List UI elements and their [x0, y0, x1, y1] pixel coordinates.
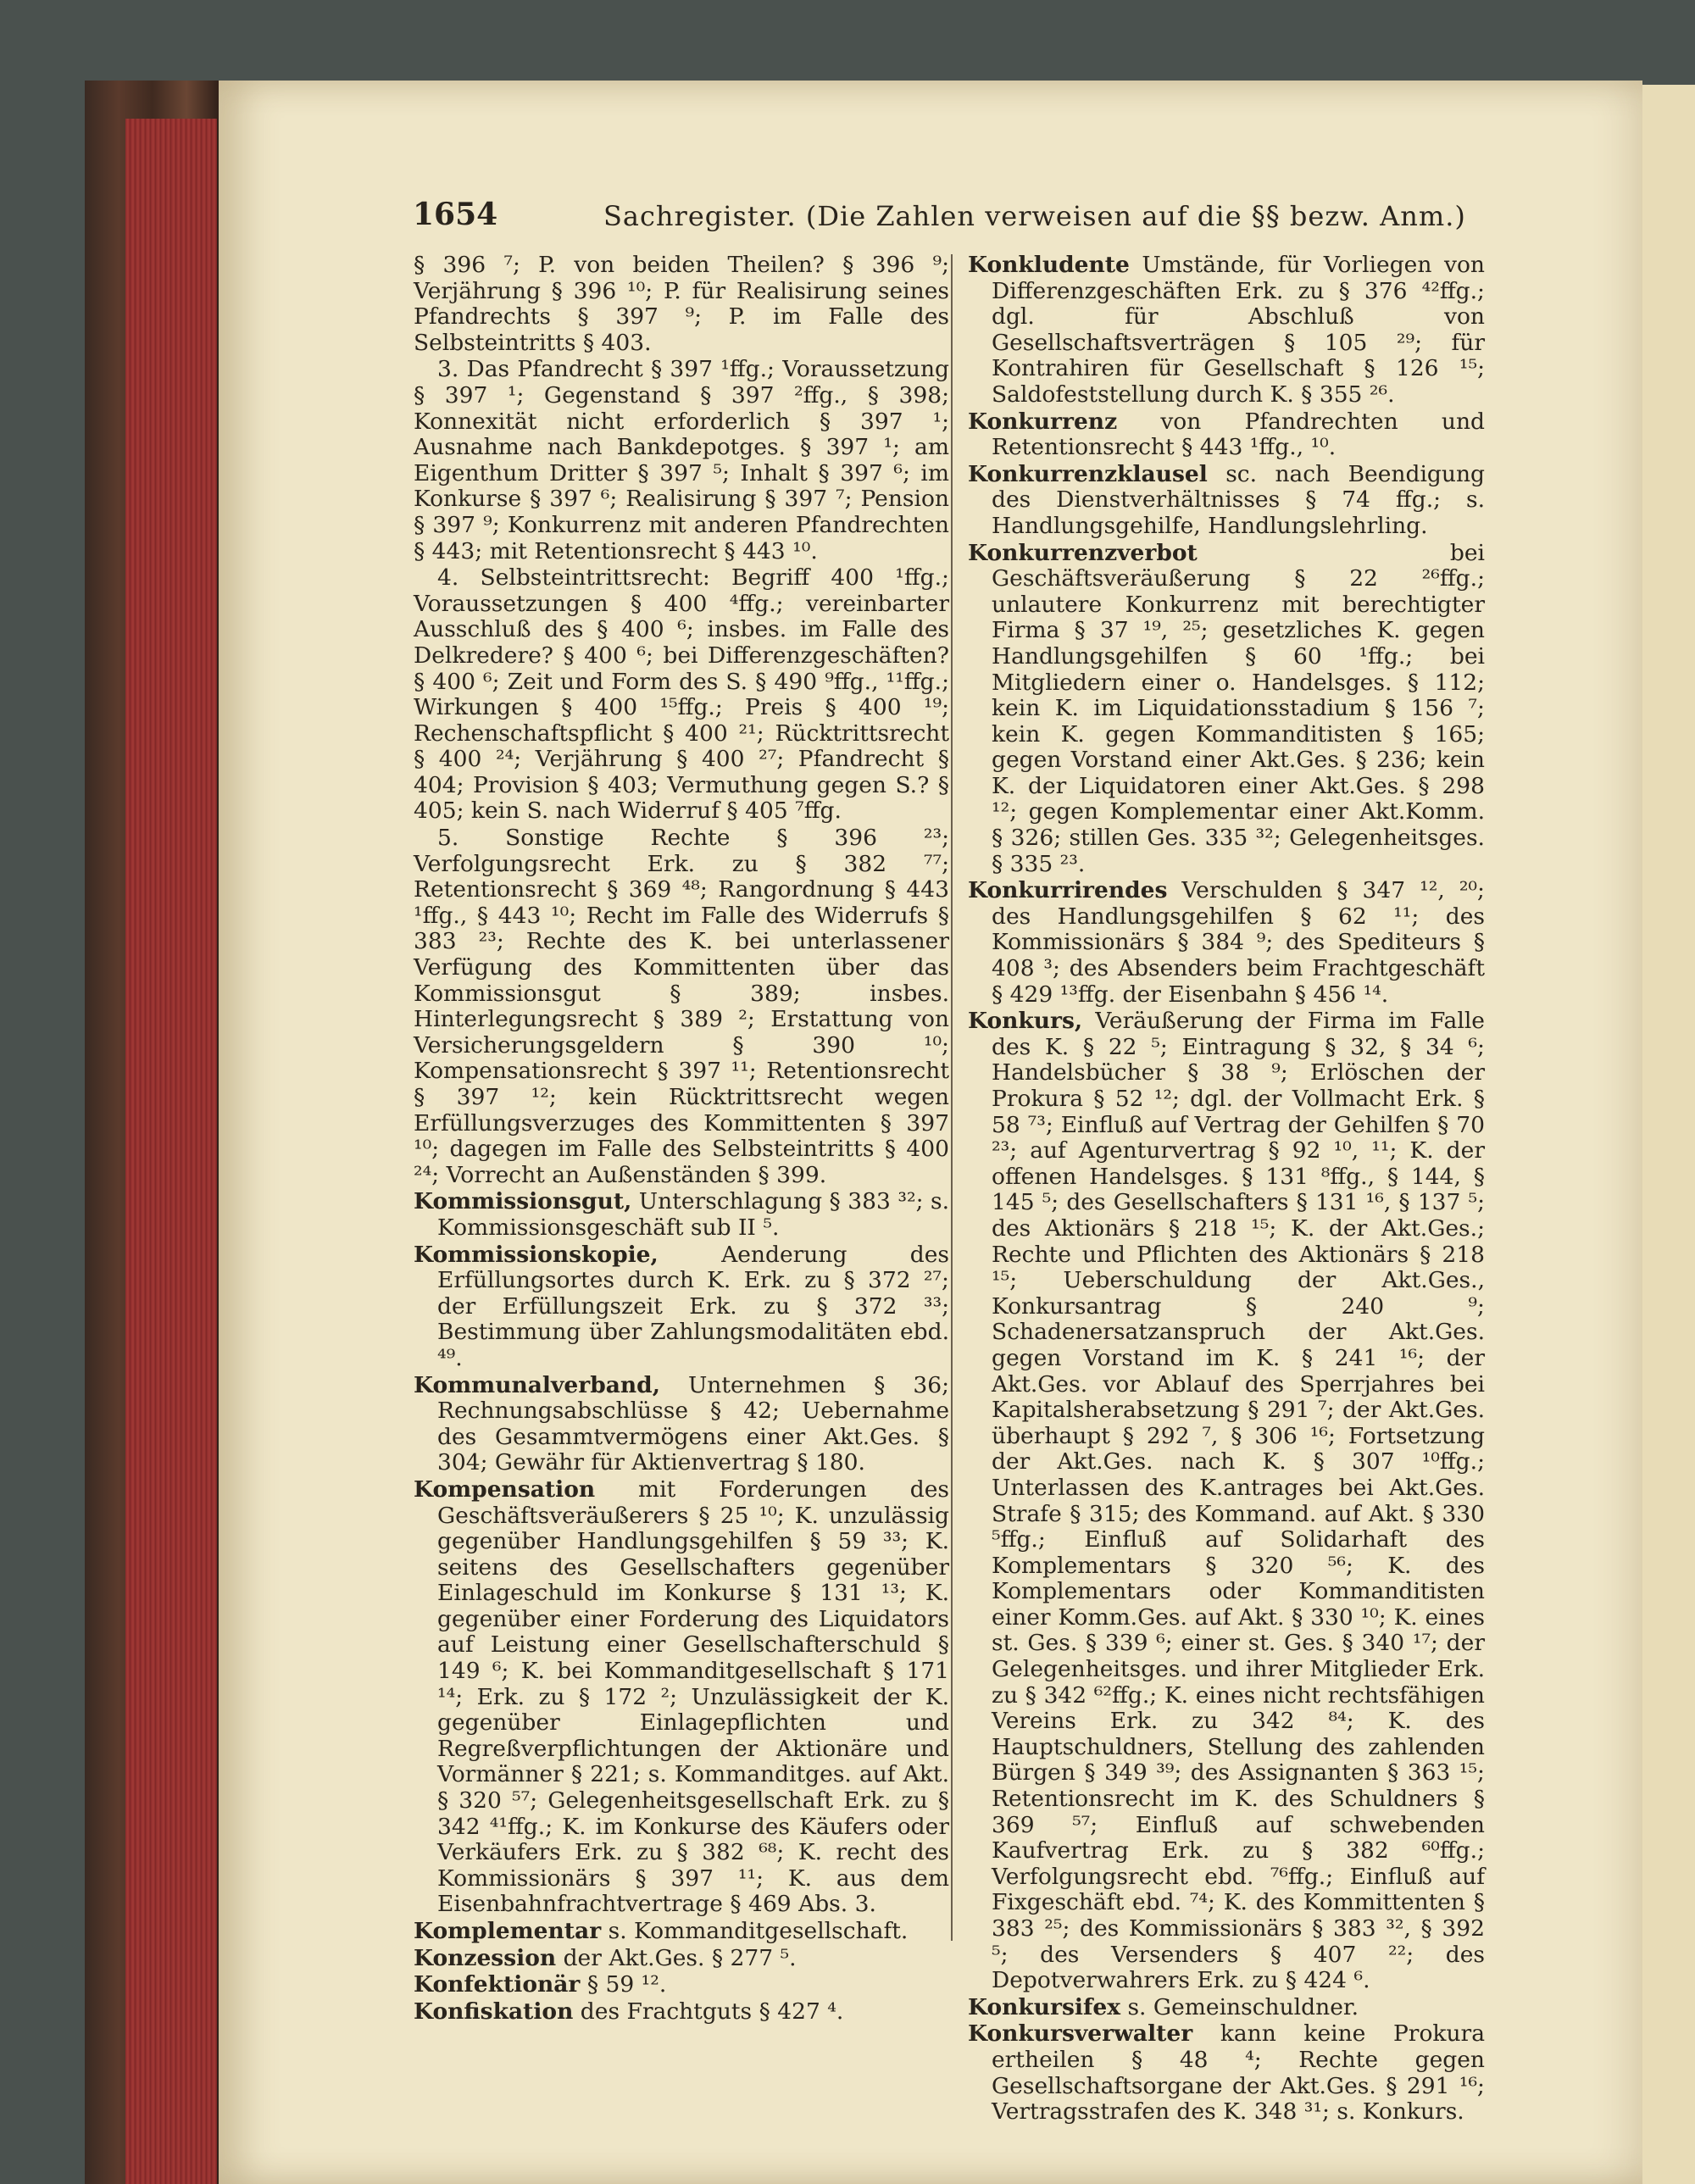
- entry-head: Konkursverwalter: [968, 2020, 1193, 2048]
- entry-text: von Pfandrechten und Retentionsrecht § 443 ¹ffg., ¹⁰.: [992, 408, 1485, 461]
- page-edges-red: [125, 119, 217, 2184]
- right-column: [968, 253, 1485, 2126]
- page-number: 1654: [413, 197, 498, 232]
- entry-head: Konkurrenzverbot: [968, 539, 1198, 566]
- index-entry: [414, 1946, 949, 1972]
- index-entry: [968, 462, 1485, 540]
- entry-text: Unternehmen § 36; Rechnungsabschlüsse § 42; Uebernahme des Gesammtvermögens einer Akt.Ges. § 304; Gewähr für Aktienvertrag § 180.: [437, 1371, 949, 1476]
- entry-text: des Frachtguts § 427 ⁴.: [573, 1998, 844, 2025]
- entry-text: § 396 ⁷; P. von beiden Theilen? § 396 ⁹; Verjährung § 396 ¹⁰; P. für Realisirung seines Pfandrechts § 397 ⁹; P. im Falle des Selbsteintritts § 403.: [414, 252, 949, 356]
- running-title: Sachregister. (Die Zahlen verweisen auf die §§ bezw. Anm.): [603, 200, 1466, 232]
- entry-head: Kompensation: [414, 1475, 596, 1503]
- entry-text: Aenderung des Erfüllungsortes durch K. Erk. zu § 372 ²⁷; der Erfüllungszeit Erk. zu § 372 ³³; Bestimmung über Zahlungsmodalitäten ebd. ⁴⁹.: [437, 1241, 949, 1371]
- entry-text: bei Geschäftsveräußerung § 22 ²⁶ffg.; unlautere Konkurrenz mit berechtigter Firma § 37 ¹⁹, ²⁵; gesetzliches K. gegen Handlungsgehilfen § 60 ¹ffg.; bei Mitgliedern einer o. Handelsges. § 112; kein K. im Liquidationsstadium § 156 ⁷; kein K. gegen Kommanditisten § 165; gegen Vorstand einer Akt.Ges. § 236; kein K. der Liquidatoren einer Akt.Ges. § 298 ¹²; gegen Komplementar einer Akt.Komm. § 326; stillen Ges. 335 ³²; Gelegenheitsges. § 335 ²³.: [992, 539, 1485, 877]
- entry-text: Umstände, für Vorliegen von Differenzgeschäften Erk. zu § 376 ⁴²ffg.; dgl. für Abschluß von Gesellschaftsverträgen § 105 ²⁹; für Kontrahiren für Gesellschaft § 126 ¹⁵; Saldofeststellung durch K. § 355 ²⁶.: [992, 252, 1485, 408]
- entry-head: Konkurs,: [968, 1008, 1083, 1035]
- entry-head: Konkludente: [968, 252, 1130, 278]
- entry-text: Veräußerung der Firma im Falle des K. § 22 ⁵; Eintragung § 32, § 34 ⁶; Handelsbücher § 38 ⁹; Erlöschen der Prokura § 52 ¹²; dgl. der Vollmacht Erk. § 58 ⁷³; Einfluß auf Vertrag der Gehilfen § 70 ²³; auf Agenturvertrag § 92 ¹⁰, ¹¹; K. der offenen Handelsges. § 131 ⁸ffg., § 144, § 145 ⁵; des Gesellschafters § 131 ¹⁶, § 137 ⁵; des Aktionärs § 218 ¹⁵; K. der Akt.Ges.; Rechte und Pflichten des Aktionärs § 218 ¹⁵; Ueberschuldung der Akt.Ges., Konkursantrag § 240 ⁹; Schadenersatzanspruch der Akt.Ges. gegen Vorstand im K. § 241 ¹⁶; der Akt.Ges. vor Ablauf des Sperrjahres bei Kapitalsherabsetzung § 291 ⁷; der Akt.Ges. überhaupt § 292 ⁷, § 306 ¹⁶; Fortsetzung der Akt.Ges. nach K. § 307 ¹⁰ffg.; Unterlassen des K.antrages bei Akt.Ges. Strafe § 315; des Kommand. auf Akt. § 330 ⁵ffg.; Einfluß auf Solidarhaft des Komplementars § 320 ⁵⁶; K. des Komplementars oder Kommanditisten einer Komm.Ges. auf Akt. § 330 ¹⁰; K. eines st. Ges. § 339 ⁶; einer st. Ges. § 340 ¹⁷; der Gelegenheitsges. und ihrer Mitglieder Erk. zu § 342 ⁶²ffg.; K. eines nicht rechtsfähigen Vereins Erk. zu 342 ⁸⁴; K. des Hauptschuldners, Stellung des zahlenden Bürgen § 349 ³⁹; des Assignanten § 363 ¹⁵; Retentionsrecht im K. des Schuldners § 369 ⁵⁷; Einfluß auf schwebenden Kaufvertrag Erk. zu § 382 ⁶⁰ffg.; Verfolgungsrecht ebd. ⁷⁶ffg.; Einfluß auf Fixgeschäft ebd. ⁷⁴; K. des Kommittenten § 383 ²⁵; des Kommissionärs § 383 ³², § 392 ⁵; des Versenders § 407 ²²; des Depotverwahrers Erk. zu § 424 ⁶.: [992, 1008, 1485, 1994]
- index-entry: [414, 1919, 949, 1945]
- left-column: [414, 253, 949, 2026]
- entry-text: s. Gemeinschuldner.: [1120, 1993, 1359, 2020]
- entry-head: Kommissionskopie,: [414, 1241, 659, 1268]
- entry-head: Konfektionär: [414, 1971, 581, 1998]
- index-entry: [968, 1995, 1485, 2021]
- column-divider: [951, 254, 953, 1941]
- index-entry: [414, 253, 949, 356]
- entry-head: Kommunalverband,: [414, 1371, 660, 1398]
- index-entry: [968, 409, 1485, 461]
- index-entry: [414, 357, 949, 564]
- index-entry: [414, 825, 949, 1188]
- facing-page-edge: [1642, 85, 1695, 2184]
- entry-head: Konkursifex: [968, 1993, 1121, 2020]
- index-entry: [968, 541, 1485, 878]
- entry-text: 4. Selbsteintrittsrecht: Begriff 400 ¹ffg.; Voraussetzungen § 400 ⁴ffg.; vereinbarter Ausschluß des § 400 ⁶; insbes. im Falle des Delkredere? § 400 ⁶; bei Differenzgeschäften? § 400 ⁶; Zeit und Form des S. § 490 ⁹ffg., ¹¹ffg.; Wirkungen § 400 ¹⁵ffg.; Preis § 400 ¹⁹; Rechenschaftspflicht § 400 ²¹; Rücktrittsrecht § 400 ²⁴; Verjährung § 400 ²⁷; Pfandrecht § 404; Provision § 403; Vermuthung gegen S.? § 405; kein S. nach Widerruf § 405 ⁷ffg.: [414, 564, 949, 825]
- index-entry: [414, 1242, 949, 1372]
- entry-head: Konfiskation: [414, 1998, 574, 2025]
- entry-head: Konkurrenzklausel: [968, 460, 1208, 487]
- index-entry: [414, 565, 949, 825]
- entry-text: 3. Das Pfandrecht § 397 ¹ffg.; Voraussetzung § 397 ¹; Gegenstand § 397 ²ffg., § 398; Konnexität nicht erforderlich § 397 ¹; Ausnahme nach Bankdepotges. § 397 ¹; am Eigenthum Dritter § 397 ⁵; Inhalt § 397 ⁶; im Konkurse § 397 ⁶; Realisirung § 397 ⁷; Pension § 397 ⁹; Konkurrenz mit anderen Pfandrechten § 443; mit Retentionsrecht § 443 ¹⁰.: [414, 356, 949, 564]
- entry-head: Konkurrirendes: [968, 877, 1168, 904]
- index-entry: [968, 878, 1485, 1008]
- entry-text: Unterschlagung § 383 ³²; s. Kommissionsgeschäft sub II ⁵.: [437, 1188, 949, 1241]
- entry-text: kann keine Prokura ertheilen § 48 ⁴; Rechte gegen Gesellschaftsorgane der Akt.Ges. § 291 ¹⁶; Vertragsstrafen des K. 348 ³¹; s. Konkurs.: [992, 2020, 1485, 2126]
- entry-head: Kommissionsgut,: [414, 1188, 632, 1215]
- index-entry: [414, 1999, 949, 2026]
- index-entry: [968, 1009, 1485, 1994]
- page-header: [413, 197, 1633, 247]
- entry-text: § 59 ¹².: [580, 1971, 667, 1998]
- entry-head: Konzession: [414, 1944, 557, 1971]
- entry-text: sc. nach Beendigung des Dienstverhältnisses § 74 ffg.; s. Handlungsgehilfe, Handlungslehrling.: [992, 460, 1485, 539]
- index-entry: [414, 1477, 949, 1918]
- entry-head: Konkurrenz: [968, 408, 1118, 435]
- entry-head: Komplementar: [414, 1918, 602, 1944]
- index-entry: [414, 1373, 949, 1476]
- entry-text: Verschulden § 347 ¹², ²⁰; des Handlungsgehilfen § 62 ¹¹; des Kommissionärs § 384 ⁹; des Spediteurs § 408 ³; des Absenders beim Frachtgeschäft § 429 ¹³ffg. der Eisenbahn § 456 ¹⁴.: [992, 877, 1485, 1008]
- entry-text: der Akt.Ges. § 277 ⁵.: [556, 1944, 797, 1971]
- entry-text: mit Forderungen des Geschäftsveräußerers § 25 ¹⁰; K. unzulässig gegenüber Handlungsgehilfen § 59 ³³; K. seitens des Gesellschafters gegenüber Einlageschuld im Konkurse § 131 ¹³; K. gegenüber einer Forderung des Liquidators auf Leistung einer Gesellschafterschuld § 149 ⁶; K. bei Kommanditgesellschaft § 171 ¹⁴; Erk. zu § 172 ²; Unzulässigkeit der K. gegenüber Einlagepflichten und Regreßverpflichtungen der Aktionäre und Vormänner § 221; s. Kommanditges. auf Akt. § 320 ⁵⁷; Gelegenheitsgesellschaft Erk. zu § 342 ⁴¹ffg.; K. im Konkurse des Käufers oder Verkäufers Erk. zu § 382 ⁶⁸; K. recht des Kommissionärs § 397 ¹¹; K. aus dem Eisenbahnfrachtvertrage § 469 Abs. 3.: [437, 1475, 949, 1918]
- entry-text: s. Kommanditgesellschaft.: [601, 1918, 909, 1944]
- entry-text: 5. Sonstige Rechte § 396 ²³; Verfolgungsrecht Erk. zu § 382 ⁷⁷; Retentionsrecht § 369 ⁴⁸; Rangordnung § 443 ¹ffg., § 443 ¹⁰; Recht im Falle des Widerrufs § 383 ²³; Rechte des K. bei unterlassener Verfügung des Kommittenten über das Kommissionsgut § 389; insbes. Hinterlegungsrecht § 389 ²; Erstattung von Versicherungsgeldern § 390 ¹⁰; Kompensationsrecht § 397 ¹¹; Retentionsrecht § 397 ¹²; kein Rücktrittsrecht wegen Erfüllungsverzuges des Kommittenten § 397 ¹⁰; dagegen im Falle des Selbsteintritts § 400 ²⁴; Vorrecht an Außenständen § 399.: [414, 825, 949, 1188]
- index-entry: [968, 2021, 1485, 2125]
- index-entry: [968, 253, 1485, 408]
- index-entry: [414, 1189, 949, 1241]
- index-entry: [414, 1972, 949, 1998]
